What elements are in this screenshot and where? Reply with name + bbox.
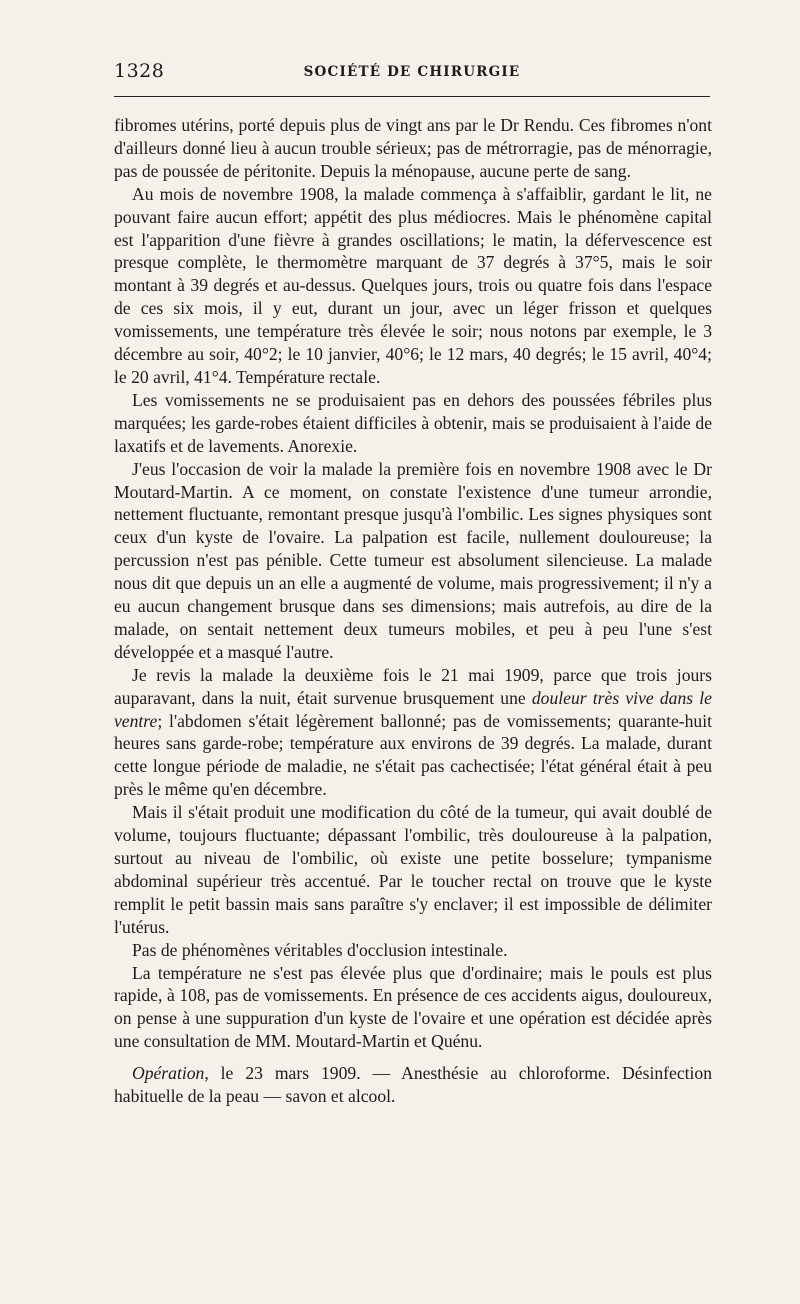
paragraph-5-text-b: ; l'abdomen s'était légèrement ballonné; pas de vomissements; quarante-huit heures sans garde-robe; température aux environs de 39 degrés. La malade, durant cette longue période de maladie, ne s'était pas cachectisée; l'état général était à peu près le même qu'en décembre. <box>114 710 712 800</box>
paragraph-9 <box>114 1062 712 1108</box>
paragraph-5-emphasis: douleur très vive dans le ventre <box>114 687 712 731</box>
paragraph-6: Mais il s'était produit une modification du côté de la tumeur, qui avait doublé de volume, toujours fluctuante; dépassant l'ombilic, très douloureuse à la palpation, surtout au niveau de l'ombilic, où existe une petite bosselure; tympanisme abdominal supérieur très accentué. Par le toucher rectal on trouve que le kyste remplit le petit bassin mais sans paraître s'y enclaver; il est impossible de délimiter l'utérus. <box>114 802 712 937</box>
paragraph-9-text: , le 23 mars 1909. — Anesthésie au chloroforme. Désinfection habituelle de la peau — savon et alcool. <box>114 1063 712 1107</box>
paragraph-7: Pas de phénomènes véritables d'occlusion intestinale. <box>132 939 508 960</box>
operation-heading: Opération <box>132 1063 205 1084</box>
paragraph-2: Au mois de novembre 1908, la malade commença à s'affaiblir, gardant le lit, ne pouvant faire aucun effort; appétit des plus médiocres. Mais le phénomène capital est l'apparition d'une fièvre à grandes oscillations; le matin, la défervescence est presque complète, le thermomètre marquant de 37 degrés à 37°5, mais le soir montant à 39 degrés et au-dessus. Quelques jours, trois ou quatre fois dans l'espace de ces six mois, il y eut, durant un jour, avec un léger frisson et quelques vomissements, une température très élevée le soir; nous notons par exemple, le 3 décembre au soir, 40°2; le 10 janvier, 40°6; le 12 mars, 40 degrés; le 15 avril, 40°4; le 20 avril, 41°4. Température rectale. <box>114 183 712 387</box>
page-header <box>114 58 710 84</box>
paragraph-5 <box>114 664 712 801</box>
header-rule <box>114 96 710 97</box>
paragraph-5-text-a: Je revis la malade la deuxième fois le 21 mai 1909, parce que trois jours auparavant, dans la nuit, était survenue brusquement une <box>114 664 712 708</box>
paragraph-8: La température ne s'est pas élevée plus que d'ordinaire; mais le pouls est plus rapide, à 108, pas de vomissements. En présence de ces accidents aigus, douloureux, on pense à une suppuration d'un kyste de l'ovaire et une opération est décidée après une consultation de MM. Moutard-Martin et Quénu. <box>114 962 712 1052</box>
body-text <box>114 114 712 1108</box>
running-head: SOCIÉTÉ DE CHIRURGIE <box>303 64 521 80</box>
paragraph-3: Les vomissements ne se produisaient pas en dehors des poussées fébriles plus marquées; les garde-robes étaient difficiles à obtenir, mais se produisaient à l'aide de laxatifs et de lavements. Anorexie. <box>114 389 712 456</box>
paragraph-4: J'eus l'occasion de voir la malade la première fois en novembre 1908 avec le Dr Moutard-Martin. A ce moment, on constate l'existence d'une tumeur arrondie, nettement fluctuante, remontant presque jusqu'à l'ombilic. Les signes physiques sont ceux d'un kyste de l'ovaire. La palpation est facile, nullement douloureuse; la percussion n'est pas pénible. Cette tumeur est absolument silencieuse. La malade nous dit que depuis un an elle a augmenté de volume, mais progressivement; il n'y a eu aucun changement brusque dans ses dimensions; mais autrefois, au dire de la malade, on sentait nettement deux tumeurs mobiles, et peu à peu l'une s'est développée et a masqué l'autre. <box>114 458 712 662</box>
page-number: 1328 <box>114 60 165 82</box>
paragraph-1: fibromes utérins, porté depuis plus de vingt ans par le Dr Rendu. Ces fibromes n'ont d'ailleurs donné lieu à aucun trouble sérieux; pas de métrorragie, pas de ménorragie, pas de poussée de péritonite. Depuis la ménopause, aucune perte de sang. <box>114 115 712 181</box>
